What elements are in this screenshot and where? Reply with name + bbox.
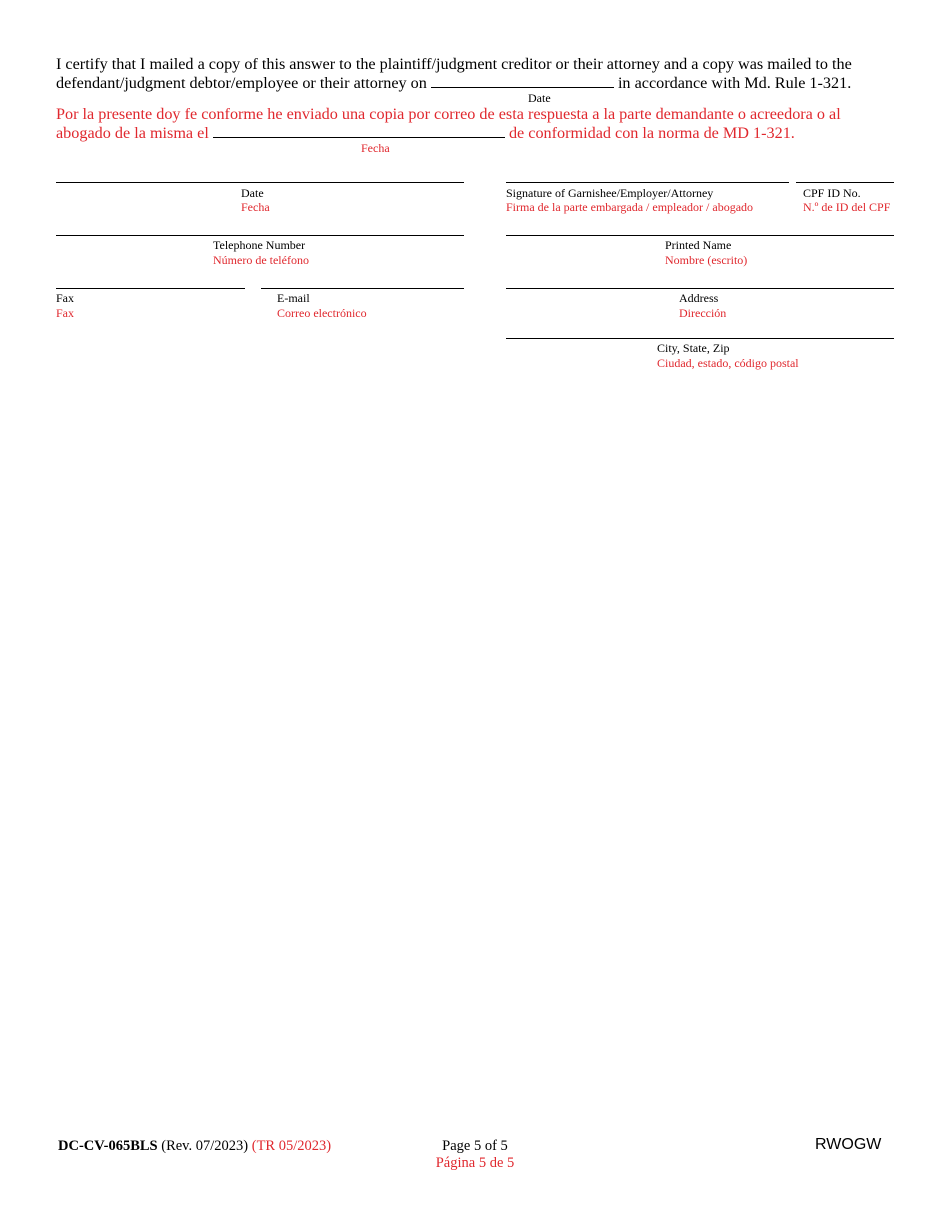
cpf-label-es: N.º de ID del CPF (803, 200, 891, 214)
printed-name-label-es: Nombre (escrito) (665, 253, 748, 267)
cpf-label: CPF ID No. (803, 186, 861, 200)
cpf-line[interactable] (796, 182, 894, 183)
certification-spanish-after: de conformidad con la norma de MD 1-321. (508, 124, 795, 142)
form-translation: (TR 05/2023) (251, 1138, 332, 1154)
signature-label-es: Firma de la parte embargada / empleador / abogado (506, 200, 754, 214)
form-revision: (Rev. 07/2023) (161, 1138, 249, 1154)
certification-english-line1: I certify that I mailed a copy of this answer to the plaintiff/judgment creditor or their attorney and a copy was mailed to the (56, 55, 852, 73)
certification-english (56, 55, 896, 92)
email-line[interactable] (261, 288, 464, 289)
certification-date-field[interactable] (431, 73, 614, 88)
certification-fecha-label: Fecha (361, 141, 390, 155)
form-code: RWOGW (815, 1136, 882, 1153)
email-label-es: Correo electrónico (277, 306, 367, 320)
page-number-es: Página 5 de 5 (435, 1155, 515, 1171)
signature-line[interactable] (506, 182, 789, 183)
telephone-line[interactable] (56, 235, 464, 236)
certification-english-line2 (56, 73, 896, 92)
date-signature-line[interactable] (56, 182, 464, 183)
fax-label-es: Fax (56, 306, 74, 320)
date-label: Date (241, 186, 264, 200)
form-identifier (58, 1138, 331, 1155)
certification-english-before: defendant/judgment debtor/employee or their attorney on (56, 74, 427, 92)
certification-spanish-before: abogado de la misma el (56, 124, 209, 142)
certification-spanish-line1: Por la presente doy fe conforme he enviado una copia por correo de esta respuesta a la parte demandante o acreedora o al (56, 105, 841, 123)
certification-english-after: in accordance with Md. Rule 1-321. (617, 74, 852, 92)
certification-fecha-field[interactable] (213, 123, 505, 138)
fax-line[interactable] (56, 288, 245, 289)
city-line[interactable] (506, 338, 894, 339)
city-label: City, State, Zip (657, 341, 730, 355)
address-label-es: Dirección (679, 306, 727, 320)
city-label-es: Ciudad, estado, código postal (657, 356, 799, 370)
certification-date-label: Date (528, 91, 551, 105)
form-number: DC-CV-065BLS (58, 1138, 158, 1154)
page-number-en: Page 5 of 5 (442, 1138, 508, 1154)
telephone-label-es: Número de teléfono (213, 253, 309, 267)
page-number (380, 1138, 570, 1172)
fax-label: Fax (56, 291, 74, 305)
email-label: E-mail (277, 291, 310, 305)
printed-name-line[interactable] (506, 235, 894, 236)
telephone-label: Telephone Number (213, 238, 306, 252)
signature-label: Signature of Garnishee/Employer/Attorney (506, 186, 714, 200)
address-label: Address (679, 291, 719, 305)
date-label-es: Fecha (241, 200, 270, 214)
printed-name-label: Printed Name (665, 238, 732, 252)
certification-spanish (56, 105, 896, 142)
certification-spanish-line2 (56, 123, 896, 142)
address-line[interactable] (506, 288, 894, 289)
